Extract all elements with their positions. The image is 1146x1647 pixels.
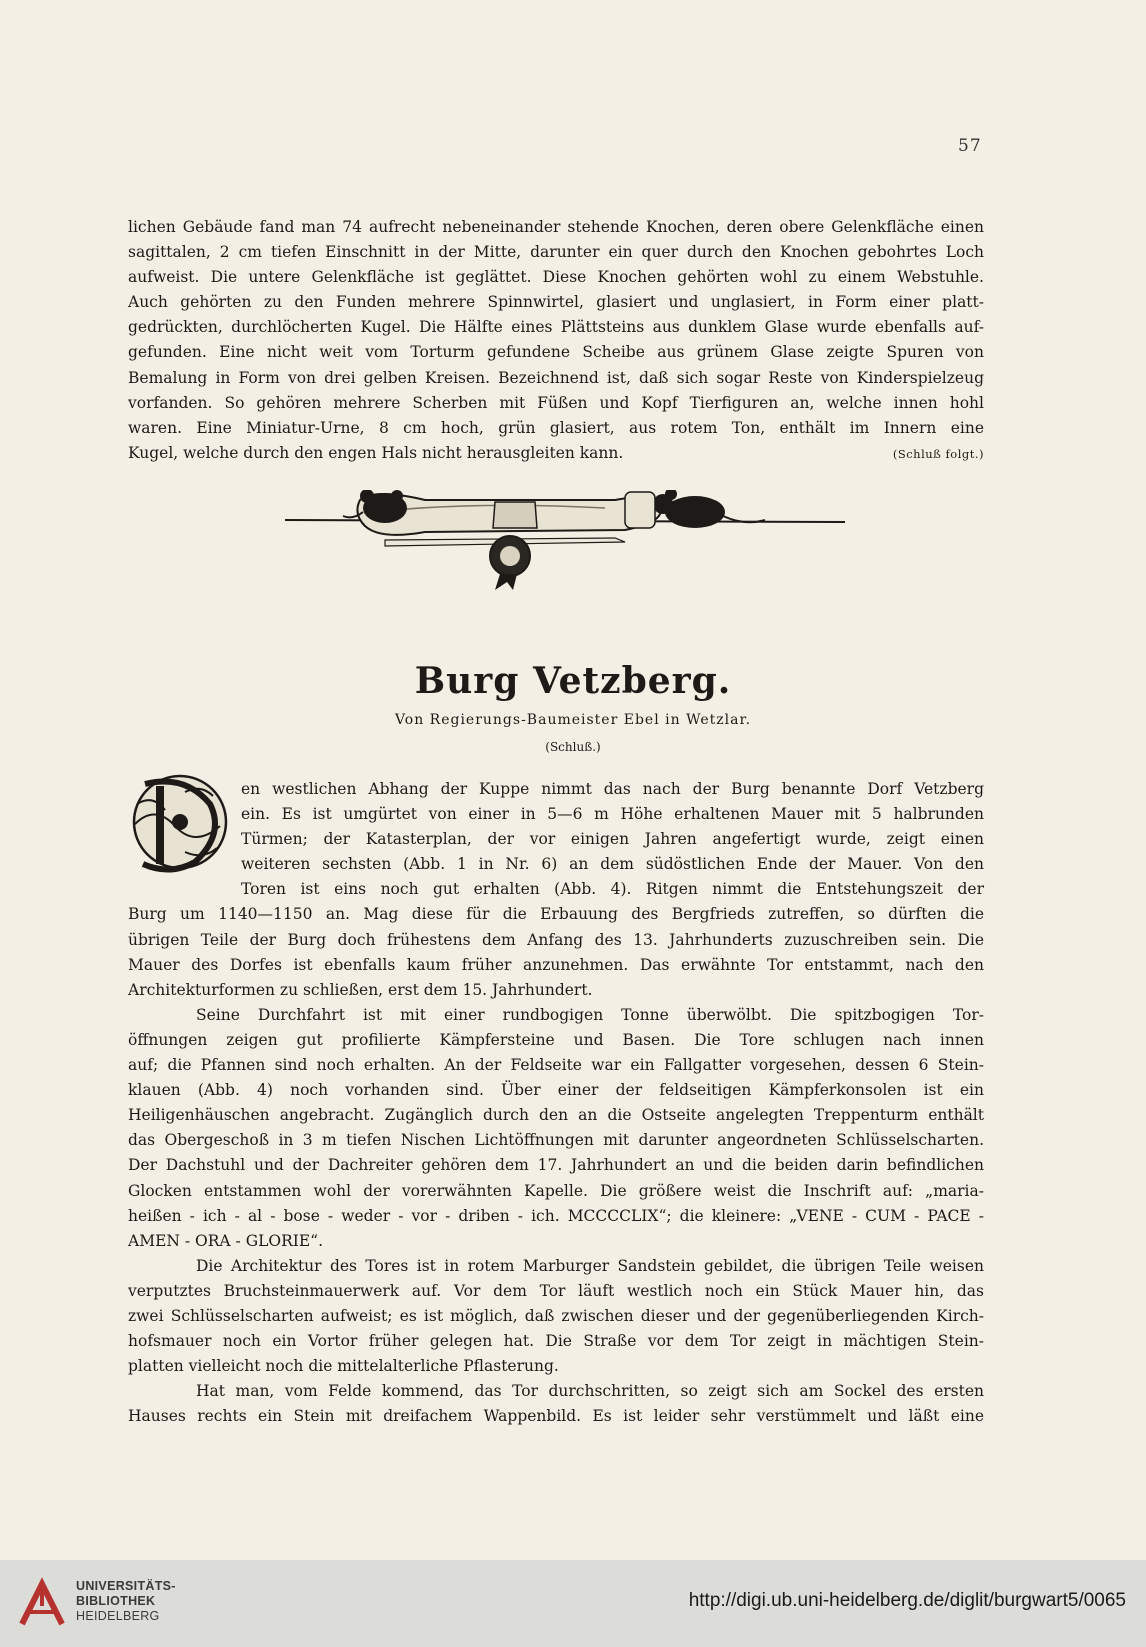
text-line: ein. Es ist umgürtet von einer in 5—6 m Höhe erhaltenen Mauer mit 5 halbrunden (241, 805, 984, 824)
text-line-last: Kugel, welche durch den engen Hals nicht herausgleiten kann. (128, 443, 624, 462)
footer-bar (0, 1560, 1146, 1647)
text-line: Türmen; der Katasterplan, der vor einigen Jahren angefertigt wurde, zeigt einen (241, 830, 984, 849)
previous-article-text (128, 215, 984, 467)
text-line: Burg um 1140—1150 an. Mag diese für die Erbauung des Bergfrieds zutreffen, so dürften die (128, 905, 984, 924)
text-line: Auch gehörten zu den Funden mehrere Spinnwirtel, glasiert und unglasiert, in Form einer platt- (128, 293, 984, 312)
text-line: Die Architektur des Tores ist in rotem Marburger Sandstein gebildet, die übrigen Teile weisen (196, 1256, 984, 1275)
text-line: Seine Durchfahrt ist mit einer rundbogigen Tonne überwölbt. Die spitzbogigen Tor- (196, 1005, 984, 1024)
text-line: lichen Gebäude fand man 74 aufrecht nebeneinander stehende Knochen, deren obere Gelenkfläche einen (128, 218, 984, 236)
text-line: hofsmauer noch ein Vortor früher gelegen hat. Die Straße vor dem Tor zeigt in mächtigen Stein- (128, 1332, 984, 1351)
text-line: Heiligenhäuschen angebracht. Zugänglich durch den an die Ostseite angelegten Treppenturm enthält (128, 1106, 984, 1125)
mice-bone-illustration (285, 490, 845, 620)
text-line: Mauer des Dorfes ist ebenfalls kaum früher anzunehmen. Das erwähnte Tor entstammt, nach den (128, 955, 984, 974)
text-line: verputztes Bruchsteinmauerwerk auf. Vor dem Tor läuft westlich noch ein Stück Mauer hin, das (128, 1281, 984, 1300)
article-title: Burg Vetzberg. (414, 660, 732, 702)
text-line: waren. Eine Miniatur-Urne, 8 cm hoch, grün glasiert, aus rotem Ton, enthält im Innern eine (128, 418, 984, 437)
text-line: Toren ist eins noch gut erhalten (Abb. 4). Ritgen nimmt die Entstehungszeit der (241, 880, 984, 899)
text-line: auf; die Pfannen sind noch erhalten. An der Feldseite war ein Fallgatter vorgesehen, dessen 6 Stein- (128, 1056, 984, 1075)
text-line: gefunden. Eine nicht weit vom Torturm gefundene Scheibe aus grünem Glase zeigte Spuren von (128, 343, 984, 362)
text-line: aufweist. Die untere Gelenkfläche ist geglättet. Diese Knochen gehörten wohl zu einem Webstuhle. (128, 268, 984, 287)
library-logo-icon (18, 1576, 66, 1628)
library-name: UNIVERSITÄTS- BIBLIOTHEK HEIDELBERG (76, 1579, 176, 1623)
text-line: Der Dachstuhl und der Dachreiter gehören dem 17. Jahrhundert an und die beiden darin befindlichen (128, 1156, 984, 1175)
text-line-last: platten vielleicht noch die mittelalterliche Pflasterung. (128, 1357, 559, 1376)
text-line: Hat man, vom Felde kommend, das Tor durchschritten, so zeigt sich am Sockel des ersten (196, 1382, 984, 1401)
to-be-continued-note: (Schluß folgt.) (892, 446, 984, 461)
text-line: übrigen Teile der Burg doch frühestens dem Anfang des 13. Jahrhunderts zuzuschreiben sein. Die (128, 930, 984, 949)
text-line: Glocken entstammen wohl der vorerwähnten Kapelle. Die größere weist die Inschrift auf: „maria- (128, 1181, 984, 1200)
text-line: Hauses rechts ein Stein mit dreifachem Wappenbild. Es ist leider sehr verstümmelt und läßt eine (128, 1407, 984, 1426)
vignette-illustration (285, 490, 845, 620)
page-number: 57 (958, 136, 982, 156)
article-byline: Von Regierungs-Baumeister Ebel in Wetzlar. (394, 712, 752, 728)
text-line: en westlichen Abhang der Kuppe nimmt das nach der Burg benannte Dorf Vetzberg (241, 780, 984, 798)
text-line: öffnungen zeigen gut profilierte Kämpfersteine und Basen. Die Tore schlugen nach innen (128, 1030, 984, 1049)
text-line-last: Architekturformen zu schließen, erst dem 15. Jahrhundert. (128, 980, 593, 999)
text-line: das Obergeschoß in 3 m tiefen Nischen Lichtöffnungen mit darunter angeordneten Schlüsselscharten. (128, 1131, 984, 1150)
continuation-note: (Schluß.) (545, 740, 601, 754)
text-line: klauen (Abb. 4) noch vorhanden sind. Über einer der feldseitigen Kämpferkonsolen ist ein (128, 1081, 984, 1100)
text-line: gedrückten, durchlöcherten Kugel. Die Hälfte eines Plättsteins aus dunklem Glase wurde ebenfalls auf- (128, 318, 984, 337)
text-line: sagittalen, 2 cm tiefen Einschnitt in der Mitte, darunter ein quer durch den Knochen gebohrtes Loch (128, 243, 984, 262)
text-line: vorfanden. So gehören mehrere Scherben mit Füßen und Kopf Tierfiguren an, welche innen hohl (128, 393, 984, 412)
text-line: zwei Schlüsselscharten aufweist; es ist möglich, daß zwischen dieser und der gegenüberliegenden Kirch- (128, 1306, 984, 1325)
text-line (128, 441, 984, 467)
text-line: Bemalung in Form von drei gelben Kreisen. Bezeichnend ist, daß sich sogar Reste von Kinderspielzeug (128, 368, 984, 387)
text-line: heißen - ich - al - bose - weder - vor - driben - ich. MCCCCLIX“; die kleinere: „VENE - CUM - PACE - (128, 1206, 984, 1225)
article-body (128, 777, 984, 1429)
source-url-link[interactable]: http://digi.ub.uni-heidelberg.de/diglit/burgwart5/0065 (688, 1590, 1126, 1611)
text-line-last: AMEN - ORA - GLORIE“. (128, 1231, 324, 1250)
text-line: weiteren sechsten (Abb. 1 in Nr. 6) an dem südöstlichen Ende der Mauer. Von den (241, 855, 984, 874)
